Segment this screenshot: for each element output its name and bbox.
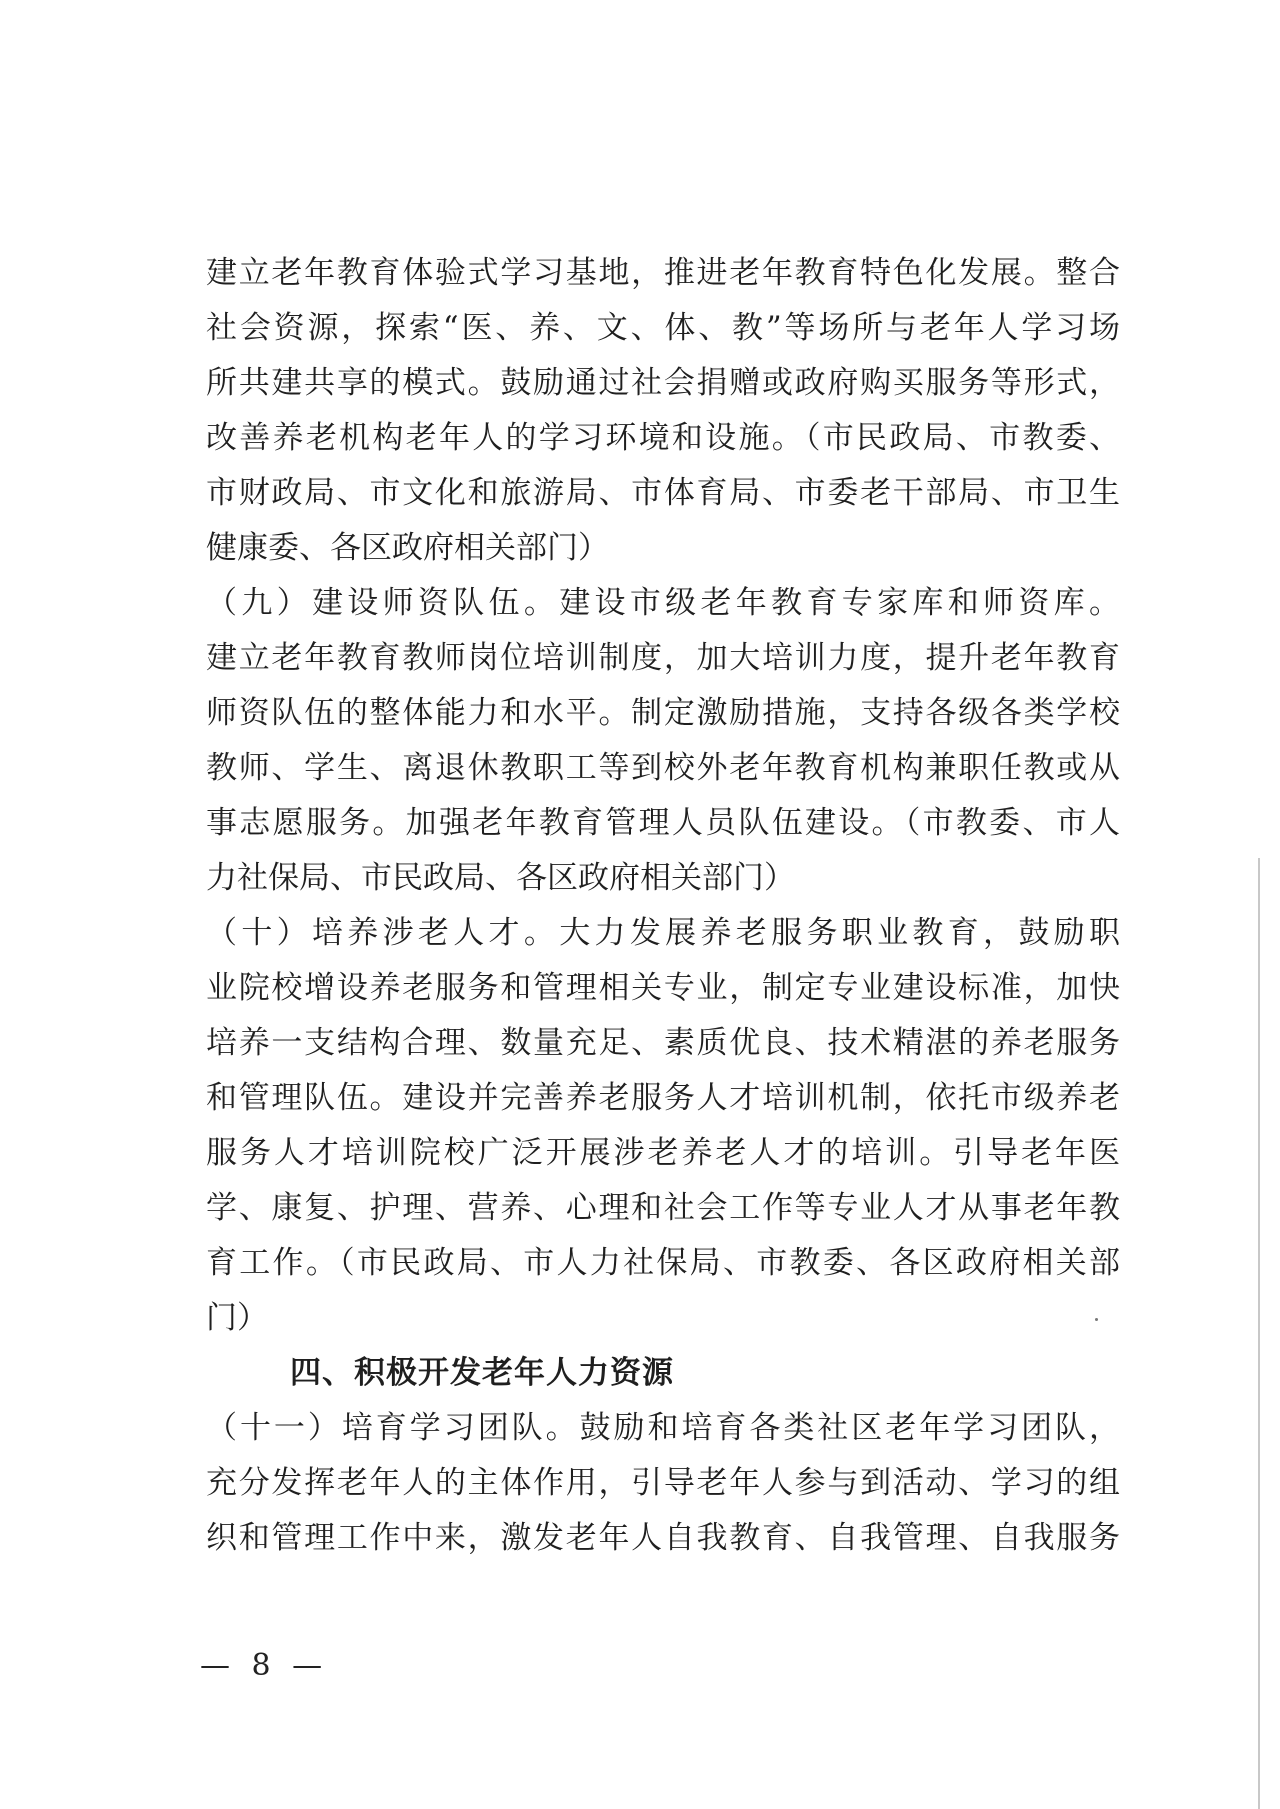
scan-edge-line [1258,858,1260,1809]
text-line: 培养一支结构合理、数量充足、素质优良、技术精湛的养老服务 [206,1025,1120,1061]
text-line: 织和管理工作中来，激发老年人自我教育、自我管理、自我服务 [206,1520,1120,1556]
text-line: 市财政局、市文化和旅游局、市体育局、市委老干部局、市卫生 [206,475,1120,511]
text-line: 力社保局、市民政局、各区政府相关部门） [206,860,795,896]
text-line: 育工作。（市民政局、市人力社保局、市教委、各区政府相关部 [206,1245,1120,1281]
text-line: 建立老年教育教师岗位培训制度，加大培训力度，提升老年教育 [206,640,1120,676]
text-line: 社会资源，探索“医、养、文、体、教”等场所与老年人学习场 [206,310,1120,346]
body-text [206,246,1120,1566]
section-heading: 四、积极开发老年人力资源 [290,1355,674,1391]
text-line: 业院校增设养老服务和管理相关专业，制定专业建设标准，加快 [206,970,1120,1006]
text-line: 建立老年教育体验式学习基地，推进老年教育特色化发展。整合 [206,255,1120,291]
paragraph-start-line: （十）培养涉老人才。大力发展养老服务职业教育，鼓励职 [206,915,1120,951]
text-line: 门） [206,1300,268,1336]
text-line: 改善养老机构老年人的学习环境和设施。（市民政局、市教委、 [206,420,1120,456]
text-line: 健康委、各区政府相关部门） [206,530,609,566]
text-line: 服务人才培训院校广泛开展涉老养老人才的培训。引导老年医 [206,1135,1120,1171]
text-line: 所共建共享的模式。鼓励通过社会捐赠或政府购买服务等形式， [206,365,1120,401]
text-line: 和管理队伍。建设并完善养老服务人才培训机制，依托市级养老 [206,1080,1120,1116]
paragraph-start-line: （九）建设师资队伍。建设市级老年教育专家库和师资库。 [206,585,1120,621]
scan-speck [1095,1318,1098,1321]
page-number: — 8 — [200,1648,329,1683]
text-line: 教师、学生、离退休教职工等到校外老年教育机构兼职任教或从 [206,750,1120,786]
text-line: 事志愿服务。加强老年教育管理人员队伍建设。（市教委、市人 [206,805,1120,841]
text-line: 充分发挥老年人的主体作用，引导老年人参与到活动、学习的组 [206,1465,1120,1501]
text-line: 学、康复、护理、营养、心理和社会工作等专业人才从事老年教 [206,1190,1120,1226]
paragraph-start-line: （十一）培育学习团队。鼓励和培育各类社区老年学习团队， [206,1410,1120,1446]
text-line: 师资队伍的整体能力和水平。制定激励措施，支持各级各类学校 [206,695,1120,731]
